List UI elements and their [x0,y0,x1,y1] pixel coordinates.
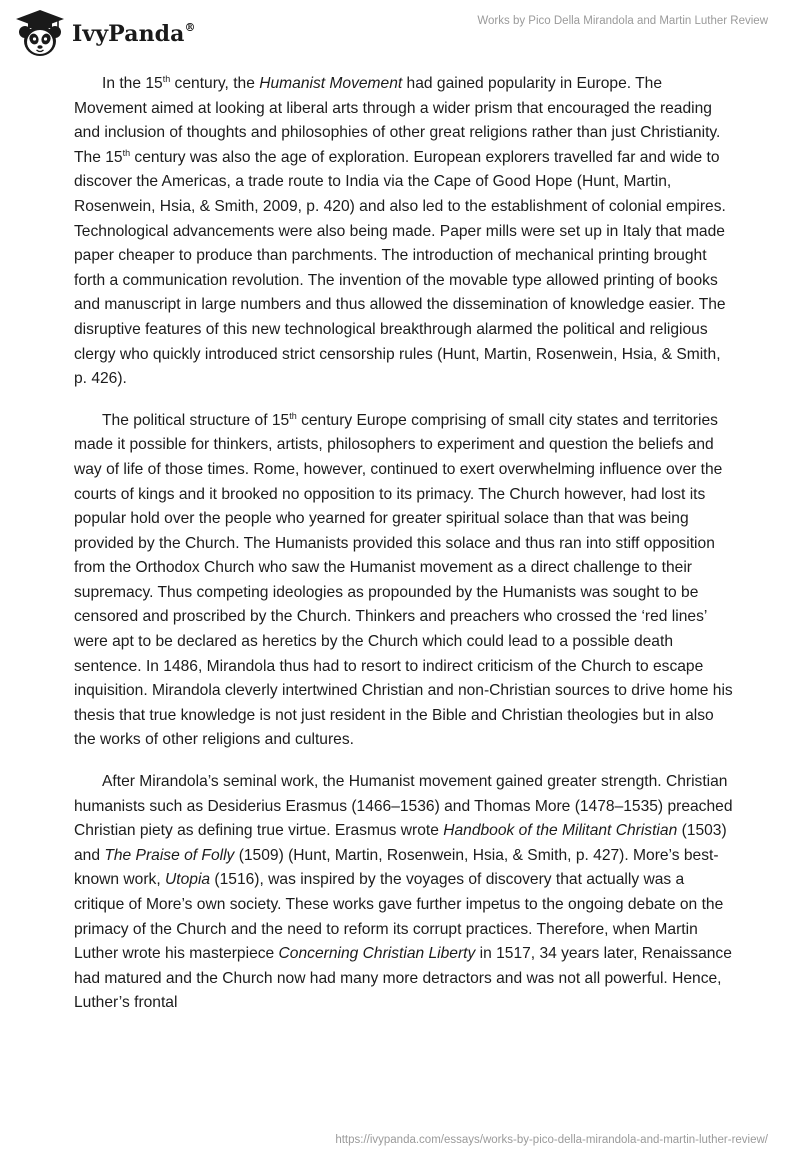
text-run: had gained popularity in Europe. The Movement aimed at looking at liberal arts through a wider prism that encouraged the reading and inclusion of thoughts and philosophies of other great religions rather than just Christianity. The 15 [74,75,721,166]
superscript: th [122,147,131,158]
registered-mark: ® [184,20,196,34]
work-title: Utopia [165,871,211,889]
work-title: The Praise of Folly [104,846,235,864]
work-title: Humanist Movement [259,75,403,92]
text-run: century, the [170,75,260,92]
page-header [0,0,800,70]
text-run: The political structure of 15 [102,411,290,429]
panda-graduation-cap-icon [14,8,66,60]
text-run: After Mirandola’s seminal work, the Humanist movement gained greater strength. Christian humanists such as Desiderius Erasmus (1466–1536) and Thomas More (1478–1535) preached Christian piety as defining true virtue. Erasmus wrote [74,773,733,840]
text-run: (1509) (Hunt, Martin, Rosenwein, Hsia, & Smith, p. 427). More’s best-known work, [74,846,719,889]
essay-paragraph [74,409,734,753]
ivypanda-logo[interactable] [14,6,196,62]
text-run: (1503) and [74,822,727,864]
text-run: century was also the age of exploration. European explorers travelled far and wide to discover the Americas, a trade route to India via the Cape of Good Hope (Hunt, Martin, Rosenwein, Hsia, & Smith, 2009, p. 420) and also led to the establishment of colonial empires. Technological advancements were also being made. Paper mills were set up in Italy that made paper cheaper to produce than parchments. The introduction of mechanical printing brought forth a communication revolution. The invention of the movable type allowed printing of books and manuscript in large numbers and thus allowed the dissemination of knowledge easier. The disruptive features of this new technological breakthrough alarmed the political and religious clergy who quickly introduced strict censorship rules (Hunt, Martin, Rosenwein, Hsia, & Smith, p. 426). [74,148,726,388]
text-run: In the 15 [102,75,163,92]
work-title: Concerning Christian Liberty [278,945,476,963]
superscript: th [289,410,297,421]
text-run: (1516), was inspired by the voyages of discovery that actually was a critique of More’s own society. These works gave further impetus to the ongoing debate on the primacy of the Church and the need to reform its corrupt practices. Therefore, when Martin Luther wrote his masterpiece [74,871,724,963]
brand-name: IvyPanda® [72,20,196,47]
work-title: Handbook of the Militant Christian [443,822,678,840]
essay-paragraph [74,72,734,392]
document-title: Works by Pico Della Mirandola and Martin Luther Review [477,15,768,27]
source-url[interactable]: https://ivypanda.com/essays/works-by-pico-della-mirandola-and-martin-luther-review/ [335,1134,768,1146]
essay-body [74,72,734,1033]
superscript: th [162,73,171,84]
essay-paragraph [74,770,734,1016]
text-run: century Europe comprising of small city states and territories made it possible for thinkers, artists, philosophers to experiment and question the beliefs and way of life of those times. Rome, however, continued to exert overwhelming influence over the courts of kings and it brooked no opposition to its primacy. The Church however, had lost its popular hold over the people who yearned for greater spiritual solace than that was being provided by the Church. The Humanists provided this solace and thus ran into stiff opposition from the Orthodox Church who saw the Humanist movement as a direct challenge to their supremacy. Thus competing ideologies as propounded by the Humanists was sought to be censored and proscribed by the Church. Thinkers and preachers who crossed the ‘red lines’ were apt to be declared as heretics by the Church which could lead to a possible death sentence. In 1486, Mirandola thus had to resort to indirect criticism of the Church to escape inquisition. Mirandola cleverly intertwined Christian and non-Christian sources to drive home his thesis that true knowledge is not just resident in the Bible and Christian theologies but in also the works of other religions and cultures. [74,411,733,749]
text-run: in 1517, 34 years later, Renaissance had matured and the Church now had many more detractors and was not all powerful. Hence, Luther’s frontal [74,945,732,1012]
